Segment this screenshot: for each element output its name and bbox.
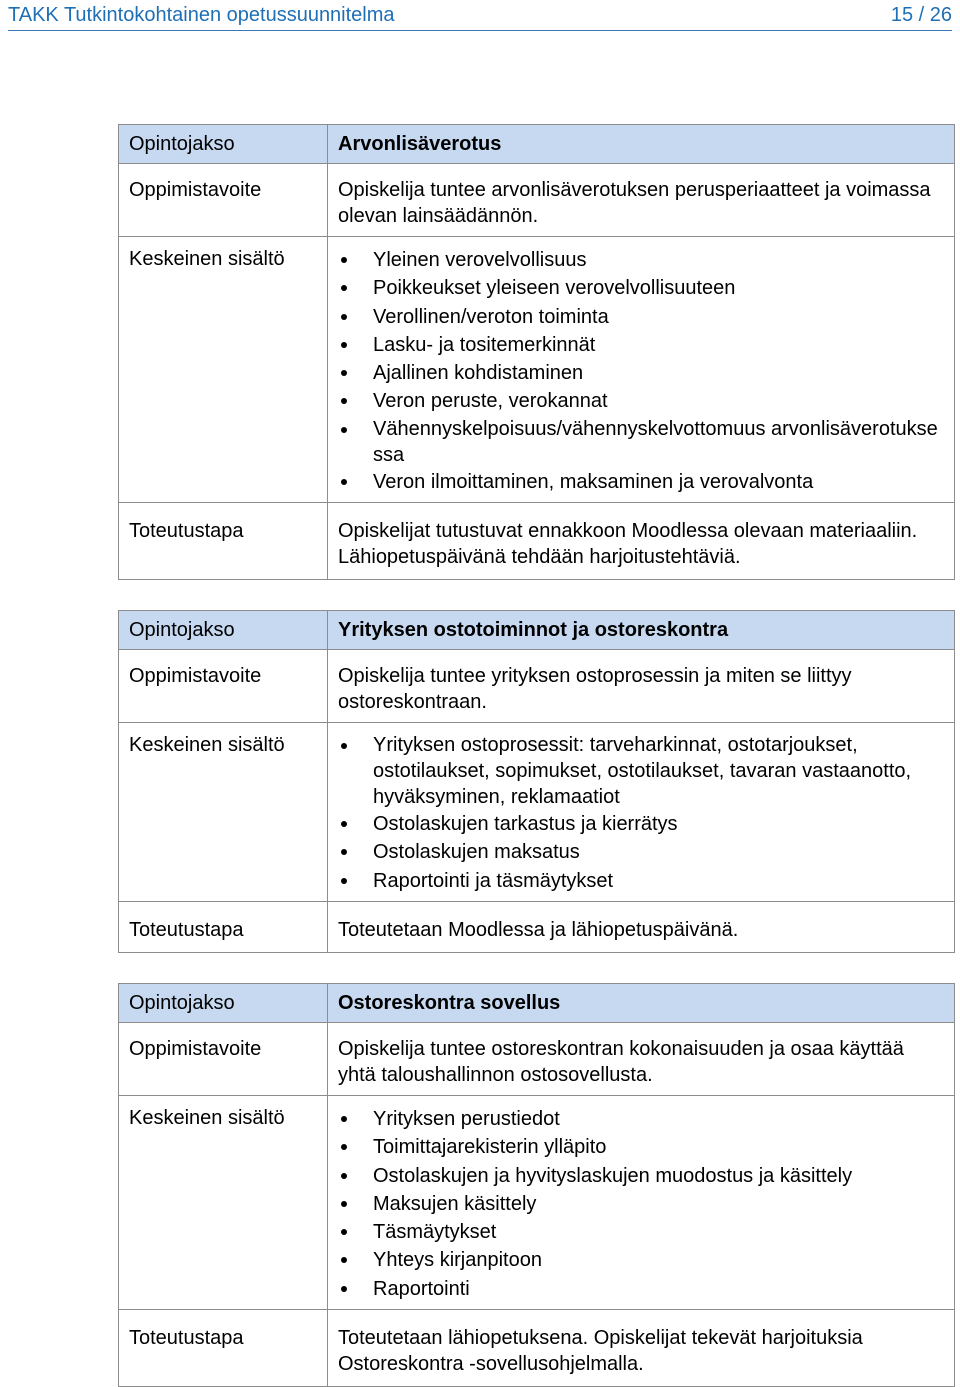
content-label: Keskeinen sisältö bbox=[119, 1096, 328, 1310]
course-title-row bbox=[119, 984, 955, 1023]
goal-label: Oppimistavoite bbox=[119, 1023, 328, 1096]
course-label: Opintojakso bbox=[119, 125, 328, 164]
content-row bbox=[119, 1096, 955, 1310]
goal-text bbox=[328, 650, 955, 723]
content-cell bbox=[328, 723, 955, 902]
course-table bbox=[118, 983, 955, 1387]
content-list bbox=[338, 732, 948, 895]
goal-text-line: Opiskelija tuntee arvonlisäverotuksen perusperiaatteet ja voimassa olevan lainsäädännön. bbox=[338, 179, 931, 227]
goal-row bbox=[119, 650, 955, 723]
list-item: Ostolaskujen maksatus bbox=[373, 838, 948, 866]
content-row bbox=[119, 237, 955, 503]
implementation-row bbox=[119, 901, 955, 952]
list-item: Ostolaskujen tarkastus ja kierrätys bbox=[373, 810, 948, 838]
list-item: Yrityksen perustiedot bbox=[373, 1105, 948, 1133]
content-list bbox=[338, 246, 943, 496]
course-table bbox=[118, 610, 955, 953]
implementation-row bbox=[119, 503, 955, 580]
list-item-text: Vähennyskelpoisuus/vähennyskelvottomuus arvonlisäverotuksessa bbox=[373, 417, 938, 466]
goal-row bbox=[119, 1023, 955, 1096]
list-item bbox=[373, 416, 943, 468]
implementation-cell bbox=[328, 1310, 955, 1387]
content-row bbox=[119, 723, 955, 902]
goal-label: Oppimistavoite bbox=[119, 164, 328, 237]
page-header bbox=[8, 0, 952, 31]
list-item: Maksujen käsittely bbox=[373, 1190, 948, 1218]
list-item: Raportointi bbox=[373, 1275, 948, 1303]
list-item bbox=[373, 732, 948, 810]
list-item: Toimittajarekisterin ylläpito bbox=[373, 1133, 948, 1161]
implementation-cell bbox=[328, 503, 955, 580]
implementation-text: Toteutetaan lähiopetuksena. Opiskelijat tekevät harjoituksia Ostoreskontra -sovellusohjelmalla. bbox=[338, 1327, 863, 1376]
goal-row bbox=[119, 164, 955, 237]
list-item: Raportointi ja täsmäytykset bbox=[373, 867, 948, 895]
content-cell bbox=[328, 237, 955, 503]
list-item: Lasku- ja tositemerkinnät bbox=[373, 331, 943, 359]
list-item: Ostolaskujen ja hyvityslaskujen muodostus ja käsittely bbox=[373, 1162, 948, 1190]
implementation-text: Opiskelijat tutustuvat ennakkoon Moodlessa olevaan materiaaliin. Lähiopetuspäivänä tehdään harjoitustehtäviä. bbox=[338, 520, 918, 569]
list-item: Ajallinen kohdistaminen bbox=[373, 359, 943, 387]
course-title: Yrityksen ostotoiminnot ja ostoreskontra bbox=[328, 611, 955, 650]
content-label: Keskeinen sisältö bbox=[119, 723, 328, 902]
course-title-row bbox=[119, 125, 955, 164]
page-number: 15 / 26 bbox=[890, 3, 952, 26]
course-label: Opintojakso bbox=[119, 611, 328, 650]
course-title: Ostoreskontra sovellus bbox=[328, 984, 955, 1023]
goal-text-line: Opiskelija tuntee ostoreskontran kokonaisuuden ja osaa käyttää yhtä taloushallinnon ostosovellusta. bbox=[338, 1038, 904, 1086]
list-item: Poikkeukset yleiseen verovelvollisuuteen bbox=[373, 274, 943, 302]
implementation-label: Toteutustapa bbox=[119, 1310, 328, 1387]
course-label: Opintojakso bbox=[119, 984, 328, 1023]
implementation-text: Toteutetaan Moodlessa ja lähiopetuspäivänä. bbox=[328, 901, 955, 952]
list-item: Veron ilmoittaminen, maksaminen ja verovalvonta bbox=[373, 468, 943, 496]
course-table bbox=[118, 124, 955, 580]
implementation-row bbox=[119, 1310, 955, 1387]
goal-text bbox=[328, 164, 955, 237]
implementation-label: Toteutustapa bbox=[119, 503, 328, 580]
content-list bbox=[338, 1105, 948, 1303]
list-item: Täsmäytykset bbox=[373, 1218, 948, 1246]
course-title: Arvonlisäverotus bbox=[328, 125, 955, 164]
goal-label: Oppimistavoite bbox=[119, 650, 328, 723]
list-item: Yhteys kirjanpitoon bbox=[373, 1246, 948, 1274]
list-item: Yleinen verovelvollisuus bbox=[373, 246, 943, 274]
list-item-text: Yrityksen ostoprosessit: tarveharkinnat, ostotarjoukset, ostotilaukset, sopimukset, ostotilaukset, tavaran vastaanotto, hyväksyminen, reklamaatiot bbox=[373, 734, 912, 808]
document-title: TAKK Tutkintokohtainen opetussuunnitelma bbox=[8, 3, 395, 26]
content-cell bbox=[328, 1096, 955, 1310]
course-title-row bbox=[119, 611, 955, 650]
implementation-label: Toteutustapa bbox=[119, 901, 328, 952]
list-item: Verollinen/veroton toiminta bbox=[373, 303, 943, 331]
goal-text-line: Opiskelija tuntee yrityksen ostoprosessin ja miten se liittyy ostoreskontraan. bbox=[338, 665, 852, 713]
goal-text bbox=[328, 1023, 955, 1096]
content-label: Keskeinen sisältö bbox=[119, 237, 328, 503]
list-item: Veron peruste, verokannat bbox=[373, 387, 943, 415]
